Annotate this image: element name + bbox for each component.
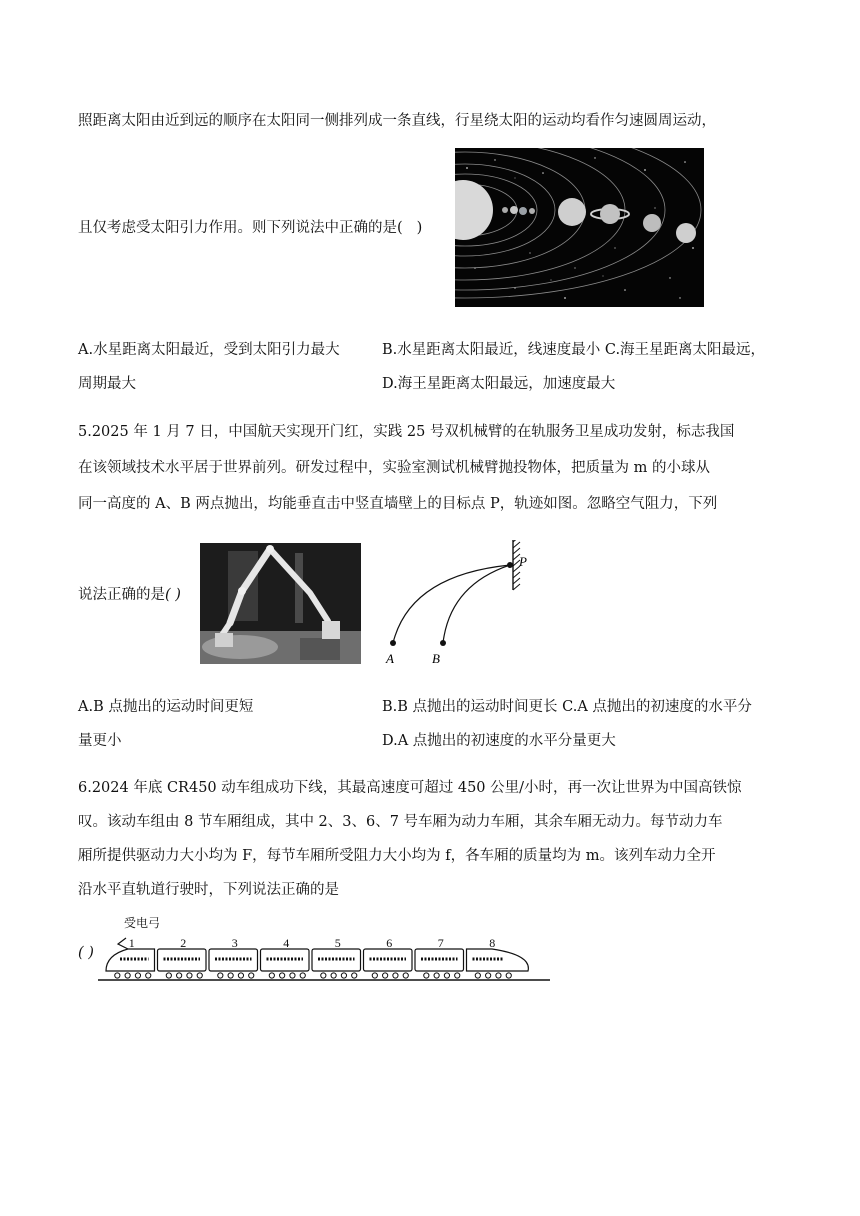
q6-stem-line-4: 沿水平直轨道行驶时，下列说法正确的是 bbox=[78, 882, 339, 898]
solar-system-illustration bbox=[455, 148, 704, 307]
train-wheel bbox=[383, 973, 388, 978]
train-wheel bbox=[486, 973, 491, 978]
train-wheel bbox=[331, 973, 336, 978]
train-car-number: 3 bbox=[231, 936, 238, 950]
train-car-number: 1 bbox=[128, 936, 135, 950]
train-car-number: 7 bbox=[437, 936, 444, 950]
label-p: P bbox=[519, 554, 527, 569]
train-car-number: 6 bbox=[386, 936, 393, 950]
pantograph-label: 受电弓 bbox=[124, 916, 161, 930]
q5-stem-line-4 bbox=[78, 585, 181, 605]
trajectory-diagram-svg bbox=[380, 540, 530, 670]
train-wheel bbox=[475, 973, 480, 978]
train-wheel bbox=[444, 973, 449, 978]
train-car-1 bbox=[106, 949, 155, 971]
trajectory-b bbox=[443, 565, 510, 643]
q5-stem-text: 说法正确的是 bbox=[78, 587, 165, 603]
robot-arm-illustration bbox=[200, 543, 361, 664]
q5-stem-line-3: 同一高度的 A、B 两点抛出，均能垂直击中竖直墙壁上的目标点 P，轨迹如图。忽略空气阻力，下列 bbox=[78, 496, 718, 512]
train-wheel bbox=[424, 973, 429, 978]
train-wheel bbox=[352, 973, 357, 978]
train-wheel bbox=[218, 973, 223, 978]
train-wheel bbox=[269, 973, 274, 978]
label-a: A bbox=[386, 651, 394, 666]
train-wheel bbox=[393, 973, 398, 978]
train-diagram bbox=[98, 914, 550, 984]
train-wheel bbox=[135, 973, 140, 978]
q4-option-d: D.海王星距离太阳最远，加速度最大 bbox=[382, 376, 616, 392]
q6-stem-line-3: 厢所提供驱动力大小均为 F，每节车厢所受阻力大小均为 f，各车厢的质量均为 m。该列车动力全开 bbox=[78, 848, 716, 864]
train-car-number: 8 bbox=[489, 936, 496, 950]
train-wheel bbox=[506, 973, 511, 978]
trajectory-a bbox=[393, 565, 510, 643]
train-wheel bbox=[228, 973, 233, 978]
train-wheel bbox=[403, 973, 408, 978]
train-wheel bbox=[341, 973, 346, 978]
q6-stem-line-2: 叹。该动车组由 8 节车厢组成，其中 2、3、6、7 号车厢为动力车厢，其余车厢无动力。每节动力车 bbox=[78, 814, 723, 830]
train-wheel bbox=[187, 973, 192, 978]
point-a bbox=[390, 640, 396, 646]
train-car-number: 2 bbox=[180, 936, 187, 950]
robot-arm-photo bbox=[200, 543, 361, 664]
q5-stem-line-1: 5.2025 年 1 月 7 日，中国航天实现开门红，实践 25 号双机械臂的在轨服务卫星成功发射，标志我国 bbox=[78, 424, 735, 440]
q4-stem-line-2 bbox=[78, 218, 422, 238]
target-point-p bbox=[507, 562, 513, 568]
q4-stem-text: 且仅考虑受太阳引力作用。则下列说法中正确的是( bbox=[78, 220, 403, 236]
train-wheel bbox=[249, 973, 254, 978]
q4-option-b-c: B.水星距离太阳最近，线速度最小 C.海王星距离太阳最远， bbox=[382, 342, 766, 358]
pantograph-icon bbox=[118, 938, 128, 949]
train-wheel bbox=[146, 973, 151, 978]
label-b: B bbox=[432, 651, 440, 666]
train-wheel bbox=[290, 973, 295, 978]
q5-stem-line-2: 在该领域技术水平居于世界前列。研发过程中，实验室测试机械臂抛投物体，把质量为 m 的小球从 bbox=[78, 460, 710, 476]
train-wheel bbox=[125, 973, 130, 978]
q6-stem-line-1: 6.2024 年底 CR450 动车组成功下线，其最高速度可超过 450 公里/小时，再一次让世界为中国高铁惊 bbox=[78, 780, 742, 796]
train-wheel bbox=[300, 973, 305, 978]
train-wheel bbox=[372, 973, 377, 978]
q5-option-c-continued: 量更小 bbox=[78, 733, 122, 749]
q5-option-b-c: B.B 点抛出的运动时间更长 C.A 点抛出的初速度的水平分 bbox=[382, 699, 752, 715]
train-wheel bbox=[455, 973, 460, 978]
q5-option-a: A.B 点抛出的运动时间更短 bbox=[78, 699, 254, 715]
train-wheel bbox=[197, 973, 202, 978]
q4-stem-line-1: 照距离太阳由近到远的顺序在太阳同一侧排列成一条直线，行星绕太阳的运动均看作匀速圆周运动， bbox=[78, 113, 716, 129]
train-wheel bbox=[434, 973, 439, 978]
train-wheel bbox=[166, 973, 171, 978]
q4-option-a: A.水星距离太阳最近，受到太阳引力最大 bbox=[78, 342, 340, 358]
train-wheel bbox=[496, 973, 501, 978]
q6-answer-paren: ( ) bbox=[78, 945, 94, 961]
train-car-number: 5 bbox=[334, 936, 341, 950]
train-wheel bbox=[238, 973, 243, 978]
train-wheel bbox=[177, 973, 182, 978]
solar-system-image bbox=[455, 148, 704, 307]
train-car-number: 4 bbox=[283, 936, 290, 950]
trajectory-diagram bbox=[380, 540, 530, 670]
train-wheel bbox=[115, 973, 120, 978]
q4-answer-paren-close: ) bbox=[416, 220, 423, 236]
train-wheel bbox=[280, 973, 285, 978]
train-diagram-svg bbox=[98, 914, 550, 984]
q5-option-d: D.A 点抛出的初速度的水平分量更大 bbox=[382, 733, 616, 749]
point-b bbox=[440, 640, 446, 646]
train-wheel bbox=[321, 973, 326, 978]
q4-option-c-continued: 周期最大 bbox=[78, 376, 136, 392]
q5-answer-paren: ( ) bbox=[165, 587, 181, 603]
